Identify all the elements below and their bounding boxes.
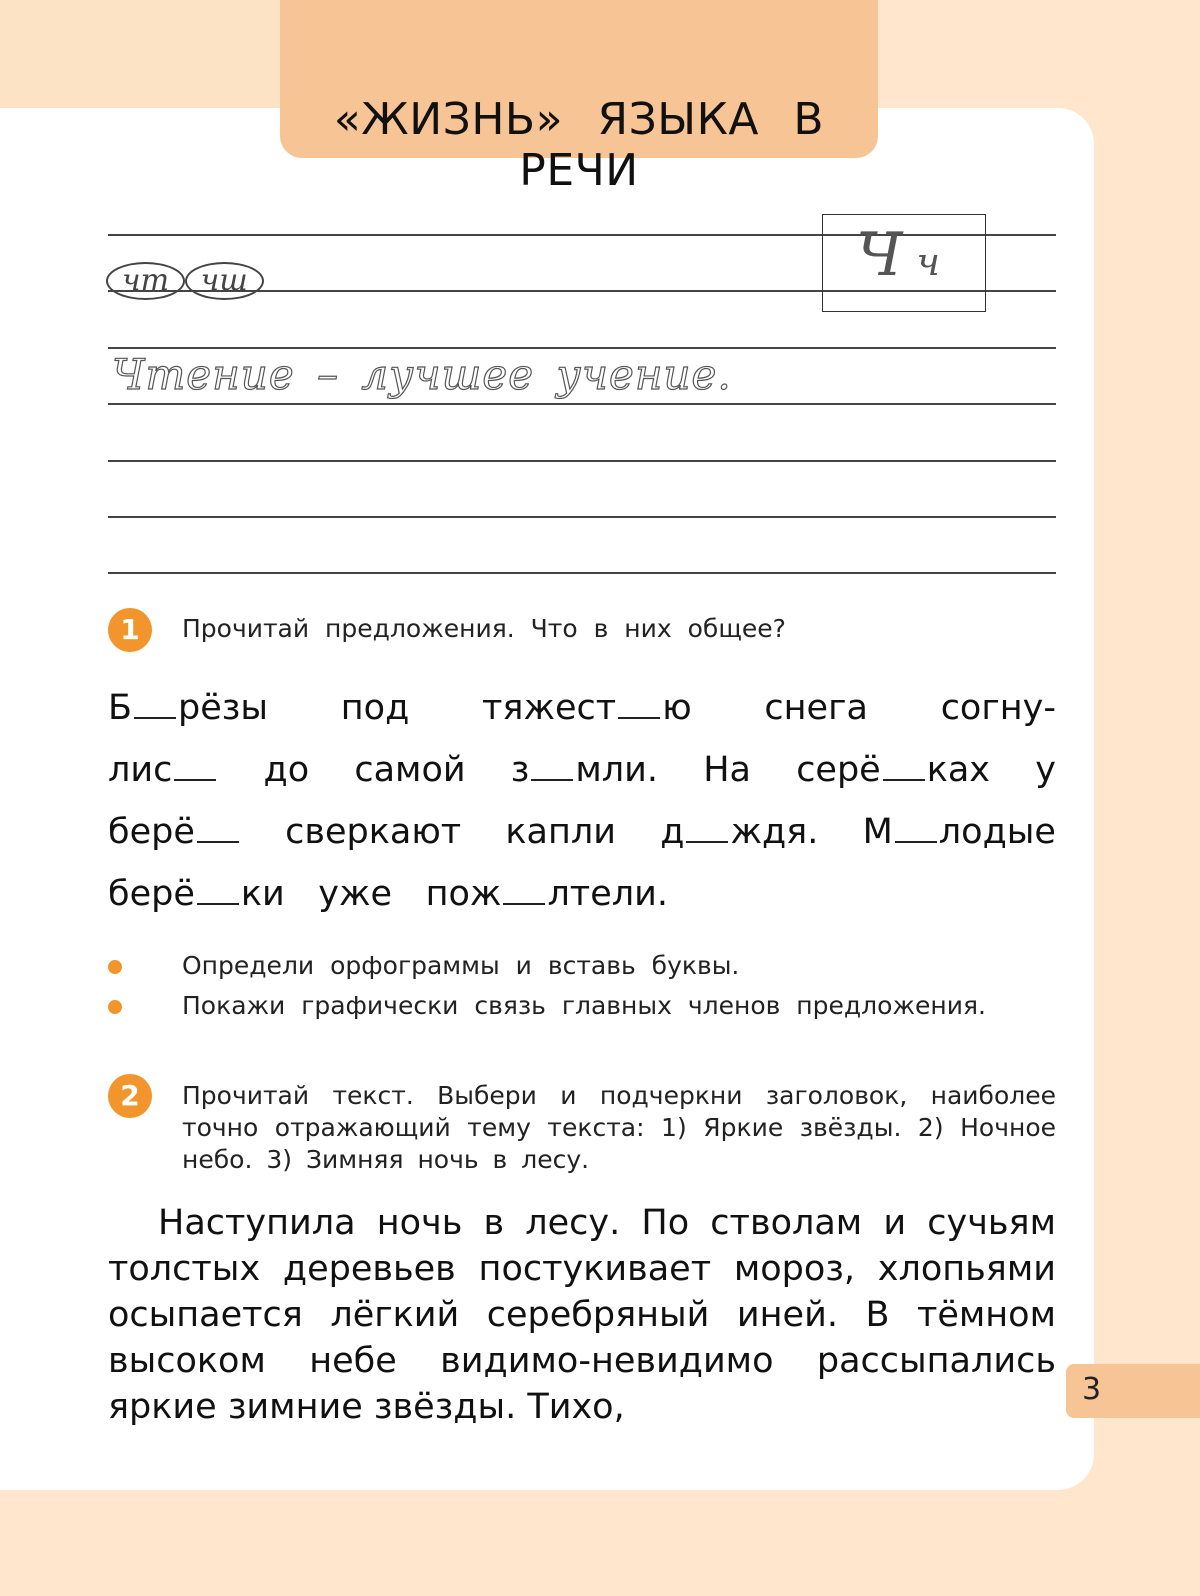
task-number-badge: 2 (108, 1074, 152, 1118)
bullet-dot (108, 960, 122, 974)
word-fragment: пож лтели. (425, 874, 668, 914)
word-fragment: берё ки (108, 874, 285, 914)
letter-sample (856, 220, 940, 290)
blank-gap[interactable] (686, 840, 728, 843)
word-fragment: М лодые (862, 812, 1056, 852)
word: На (703, 750, 752, 790)
bullet-text: Покажи графически связь главных членов предложения. (182, 991, 986, 1020)
word: снега (764, 688, 868, 728)
capital-letter: Ч (856, 220, 903, 290)
blank-gap[interactable] (531, 778, 573, 781)
combination-csh: чш (185, 262, 264, 300)
blank-gap[interactable] (134, 716, 176, 719)
ruled-line (108, 460, 1056, 462)
ruled-line (108, 403, 1056, 405)
word: до (263, 750, 310, 790)
blank-gap[interactable] (197, 902, 239, 905)
blank-gap[interactable] (174, 778, 216, 781)
task2-instruction: Прочитай текст. Выбери и подчеркни заголовок, наиболее точно отражающий тему текста: 1) Яркие звёзды. 2) Ночное небо. 3) Зимняя ночь в лесу. (182, 1081, 1056, 1174)
word: согну- (940, 688, 1056, 728)
word-fragment: з мли. (510, 750, 659, 790)
ruled-line (108, 516, 1056, 518)
blank-gap[interactable] (895, 840, 937, 843)
page-number-tab (1066, 1364, 1200, 1418)
task1-instruction: Прочитай предложения. Что в них общее? (182, 614, 786, 643)
top-left-strip (0, 0, 290, 108)
page-number: 3 (1082, 1372, 1102, 1407)
task-number-badge: 1 (108, 608, 152, 652)
word-fragment: Б рёзы (108, 688, 269, 728)
small-letter: ч (916, 240, 941, 284)
word-fragment: тяжест ю (482, 688, 692, 728)
word-fragment: лис (108, 750, 218, 790)
proverb-tracing: Чтение – лучшее учение. (112, 350, 732, 399)
exercise-line (108, 688, 1056, 728)
word: сверкают (285, 812, 462, 852)
bullet-dot (108, 1000, 122, 1014)
exercise-line (108, 812, 1056, 852)
section-title: «ЖИЗНЬ» ЯЗЫКА В РЕЧИ (333, 94, 825, 196)
bullet-text: Определи орфограммы и вставь буквы. (182, 951, 740, 980)
word: под (340, 688, 410, 728)
letter-combinations (106, 262, 254, 302)
blank-gap[interactable] (883, 778, 925, 781)
blank-gap[interactable] (618, 716, 660, 719)
blank-gap[interactable] (503, 902, 545, 905)
section-header (280, 0, 878, 196)
reading-text: Наступила ночь в лесу. По стволам и сучьям толстых деревьев постукивает мороз, хлопьями осыпается лёгкий серебряный иней. В тёмном высоком небе видимо-невидимо рассыпались яркие зимние звёзды. Тихо, (108, 1203, 1056, 1427)
word: капли (505, 812, 616, 852)
ruled-line (108, 347, 1056, 349)
word: самой (354, 750, 466, 790)
ruled-line (108, 572, 1056, 574)
word: у (1035, 750, 1056, 790)
exercise-line (108, 874, 668, 914)
exercise-line (108, 750, 1056, 790)
blank-gap[interactable] (197, 840, 239, 843)
word-fragment: д ждя. (660, 812, 819, 852)
word-fragment: берё (108, 812, 241, 852)
combination-ct: чт (106, 262, 185, 300)
word: уже (318, 874, 393, 914)
word-fragment: серё ках (796, 750, 991, 790)
